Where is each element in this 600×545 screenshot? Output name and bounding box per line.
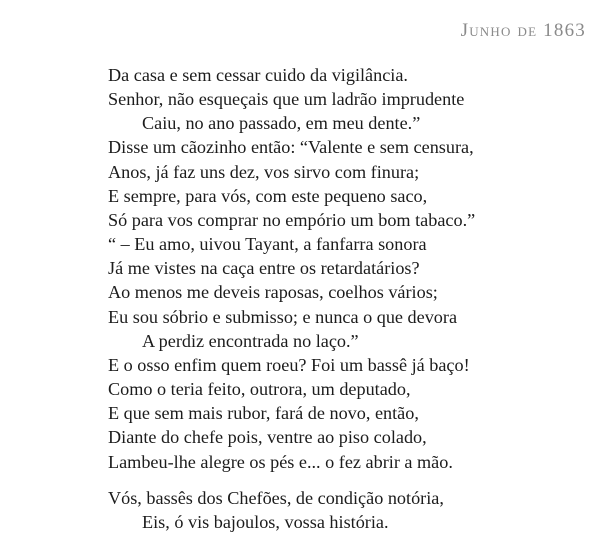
poem-line: Eu sou sóbrio e submisso; e nunca o que devora (108, 306, 458, 327)
poem-body (108, 63, 578, 534)
poem-line: Da casa e sem cessar cuido da vigilância. (108, 65, 408, 85)
poem-line: Disse um cãozinho então: “Valente e sem censura, (108, 137, 474, 158)
poem-line: “ – Eu amo, uivou Tayant, a fanfarra sonora (108, 234, 427, 255)
poem-line: E que sem mais rubor, fará de novo, então, (108, 403, 419, 424)
stanza-break (108, 474, 578, 486)
stanza-2 (108, 486, 578, 534)
poem-line: Anos, já faz uns dez, vos sirvo com finura; (108, 161, 420, 182)
poem-line-indented: Eis, ó vis bajoulos, vossa história. (142, 511, 389, 532)
poem-line: E sempre, para vós, com este pequeno saco, (108, 185, 428, 206)
poem-line: Só para vos comprar no empório um bom tabaco.” (108, 209, 476, 230)
poem-line: Ao menos me deveis raposas, coelhos vários; (108, 282, 438, 303)
stanza-1 (108, 63, 578, 474)
poem-line: Vós, bassês dos Chefões, de condição notória, (108, 487, 444, 508)
poem-line: Lambeu-lhe alegre os pés e... o fez abrir a mão. (108, 451, 453, 472)
running-header: Junho de 1863 (460, 20, 586, 41)
poem-line-indented: Caiu, no ano passado, em meu dente.” (142, 113, 421, 134)
poem-line: Diante do chefe pois, ventre ao piso colado, (108, 427, 427, 448)
poem-line-indented: A perdiz encontrada no laço.” (142, 330, 359, 351)
poem-line: Como o teria feito, outrora, um deputado, (108, 379, 411, 400)
poem-line: E o osso enfim quem roeu? Foi um bassê já baço! (108, 354, 470, 375)
poem-line: Já me vistes na caça entre os retardatários? (108, 258, 420, 279)
poem-line: Senhor, não esqueçais que um ladrão imprudente (108, 89, 465, 110)
